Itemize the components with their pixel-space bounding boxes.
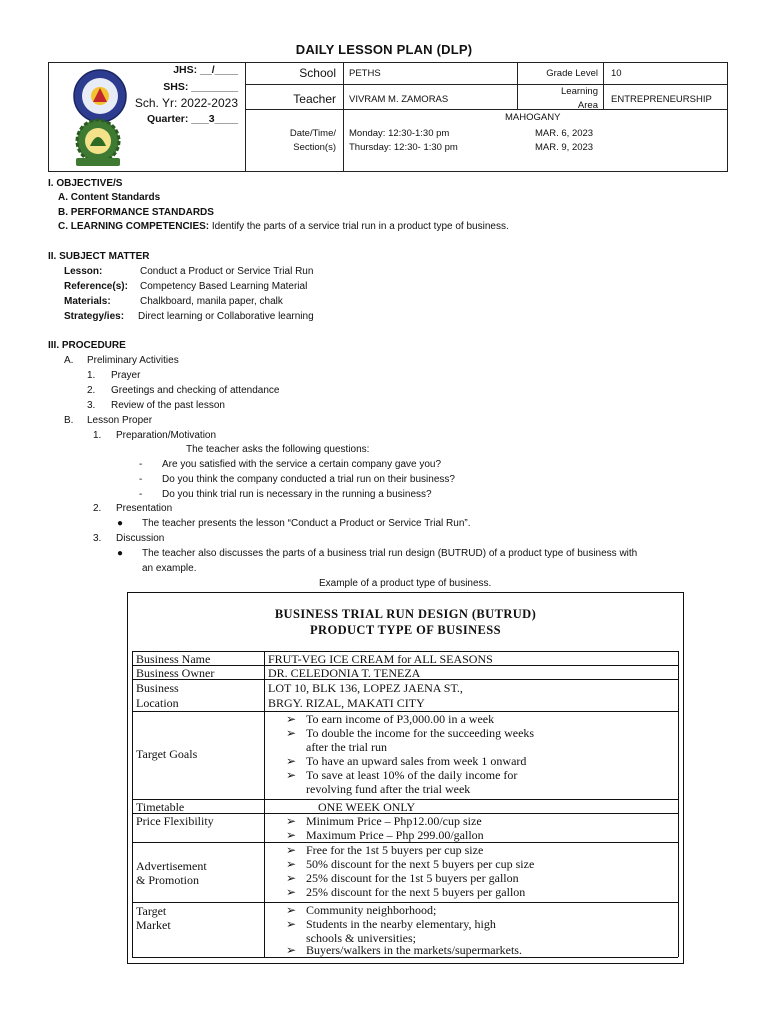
promo-item <box>286 885 525 900</box>
lesson-value: Conduct a Product or Service Trial Run <box>140 266 314 277</box>
datetime-label-1: Date/Time/ <box>289 128 336 139</box>
teacher-label: Teacher <box>293 92 336 106</box>
market-text: Community neighborhood; <box>306 903 437 917</box>
timetable-label: Timetable <box>136 800 185 814</box>
prelim-item-prayer: Prayer <box>111 370 141 381</box>
performance-standards: B. PERFORMANCE STANDARDS <box>58 207 214 218</box>
date-2: MAR. 9, 2023 <box>535 142 594 153</box>
arrow-bullet-icon: ➢ <box>286 871 297 885</box>
market-item <box>286 917 496 932</box>
arrow-bullet-icon: ➢ <box>286 943 297 957</box>
price-flexibility-label: Price Flexibility <box>136 814 214 828</box>
business-owner-value: DR. CELEDONIA T. TENEZA <box>268 666 421 680</box>
prelim-item: 1. <box>87 370 96 381</box>
question-dash: - <box>139 474 143 485</box>
school-gear-logo <box>66 118 130 168</box>
price-text: Minimum Price – Php12.00/cup size <box>306 814 482 828</box>
prelim-item: 2. <box>87 385 96 396</box>
subject-matter-heading: II. SUBJECT MATTER <box>48 251 150 262</box>
lesson-step: 1. <box>93 430 102 441</box>
promo-item <box>286 871 519 886</box>
timetable-value: ONE WEEK ONLY <box>318 800 416 814</box>
quarter-field: Quarter: ___3____ <box>146 113 238 125</box>
teacher-value: VIVRAM M. ZAMORAS <box>349 94 449 105</box>
goal-item <box>286 726 534 741</box>
business-name-label: Business Name <box>136 652 211 666</box>
goal-text: To save at least 10% of the daily income for <box>306 768 518 782</box>
promo-text: 50% discount for the next 5 buyers per cup size <box>306 857 535 871</box>
arrow-bullet-icon: ➢ <box>286 885 297 899</box>
preliminary-activities: Preliminary Activities <box>87 355 179 366</box>
promo-item <box>286 843 483 858</box>
butrud-table-image <box>127 592 684 964</box>
learning-area-label-1: Learning <box>561 86 598 97</box>
goal-item <box>286 768 517 783</box>
promo-text: 25% discount for the next 5 buyers per gallon <box>306 885 526 899</box>
prelim-item-greetings: Greetings and checking of attendance <box>111 385 280 396</box>
goal-text-continued: after the trial run <box>306 740 387 754</box>
business-location-value-1: LOT 10, BLK 136, LOPEZ JAENA ST., <box>268 681 463 695</box>
presentation: Presentation <box>116 503 173 514</box>
deped-seal-logo <box>72 68 128 124</box>
arrow-bullet-icon: ➢ <box>286 712 297 726</box>
discussion: Discussion <box>116 533 165 544</box>
business-owner-label: Business Owner <box>136 666 215 680</box>
advertisement-label-2: & Promotion <box>136 873 200 887</box>
market-item <box>286 943 522 958</box>
question-1: Are you satisfied with the service a certain company gave you? <box>162 459 442 470</box>
target-market-label-2: Market <box>136 918 171 932</box>
question-dash: - <box>139 459 143 470</box>
reference-label: Reference(s): <box>64 281 128 292</box>
arrow-bullet-icon: ➢ <box>286 726 297 740</box>
shs-field: SHS: ________ <box>163 81 238 93</box>
schedule-thursday: Thursday: 12:30- 1:30 pm <box>349 142 458 153</box>
discussion-text-2: an example. <box>142 563 197 574</box>
goal-item <box>286 712 494 727</box>
butrud-title-1: BUSINESS TRIAL RUN DESIGN (BUTRUD) <box>274 607 537 621</box>
section-name: MAHOGANY <box>505 112 561 123</box>
business-name-value: FRUT-VEG ICE CREAM for ALL SEASONS <box>268 652 493 666</box>
learning-competencies <box>58 221 509 233</box>
document-title: DAILY LESSON PLAN (DLP) <box>295 42 473 57</box>
promo-text: 25% discount for the 1st 5 buyers per gallon <box>306 871 519 885</box>
content-standards: A. Content Standards <box>58 192 161 203</box>
target-market-label-1: Target <box>136 904 167 918</box>
presentation-text: The teacher presents the lesson “Conduct a Product or Service Trial Run”. <box>142 518 471 529</box>
promo-item <box>286 857 534 872</box>
school-year: Sch. Yr: 2022-2023 <box>134 96 238 110</box>
arrow-bullet-icon: ➢ <box>286 857 297 871</box>
goal-text: To earn income of P3,000.00 in a week <box>306 712 495 726</box>
price-text: Maximum Price – Php 299.00/gallon <box>306 828 484 842</box>
discussion-text-1: The teacher also discusses the parts of a business trial run design (BUTRUD) of a product type of business with <box>142 548 638 559</box>
market-text: Students in the nearby elementary, high <box>306 917 496 931</box>
objectives-heading: I. OBJECTIVE/S <box>48 178 123 189</box>
question-2: Do you think the company conducted a trial run on their business? <box>162 474 455 485</box>
arrow-bullet-icon: ➢ <box>286 903 297 917</box>
lesson-label: Lesson: <box>64 266 103 277</box>
market-text: Buyers/walkers in the markets/supermarkets. <box>306 943 522 957</box>
target-goals-label: Target Goals <box>136 747 198 761</box>
school-label: School <box>299 66 336 80</box>
datetime-label-2: Section(s) <box>293 142 336 153</box>
lesson-proper: Lesson Proper <box>87 415 153 426</box>
business-location-label-1: Business <box>136 681 179 695</box>
step-a-number: A. <box>64 355 74 366</box>
lesson-step: 2. <box>93 503 102 514</box>
example-caption: Example of a product type of business. <box>319 578 492 589</box>
goal-text-continued: revolving fund after the trial week <box>306 782 471 796</box>
step-b-number: B. <box>64 415 74 426</box>
lesson-step: 3. <box>93 533 102 544</box>
goal-item <box>286 754 526 769</box>
learning-competencies-text: Identify the parts of a service trial run in a product type of business. <box>209 221 509 232</box>
arrow-bullet-icon: ➢ <box>286 814 297 828</box>
preparation-motivation: Preparation/Motivation <box>116 430 217 441</box>
advertisement-label-1: Advertisement <box>136 859 207 873</box>
date-1: MAR. 6, 2023 <box>535 128 594 139</box>
business-location-label-2: Location <box>136 696 179 710</box>
bullet-icon: ● <box>117 548 124 559</box>
market-item <box>286 903 436 918</box>
bullet-icon: ● <box>117 518 124 529</box>
business-location-value-2: BRGY. RIZAL, MAKATI CITY <box>268 696 425 710</box>
schedule-monday: Monday: 12:30-1:30 pm <box>349 128 450 139</box>
procedure-heading: III. PROCEDURE <box>48 340 126 351</box>
strategy-label: Strategy/ies: <box>64 311 125 322</box>
materials-label: Materials: <box>64 296 111 307</box>
grade-level-value: 10 <box>611 68 622 79</box>
questions-intro: The teacher asks the following questions: <box>186 444 370 455</box>
learning-area-label-2: Area <box>577 100 598 111</box>
question-dash: - <box>139 489 143 500</box>
butrud-title-2: PRODUCT TYPE OF BUSINESS <box>309 623 501 637</box>
arrow-bullet-icon: ➢ <box>286 843 297 857</box>
arrow-bullet-icon: ➢ <box>286 828 297 842</box>
arrow-bullet-icon: ➢ <box>286 917 297 931</box>
materials-value: Chalkboard, manila paper, chalk <box>140 296 283 307</box>
grade-level-label: Grade Level <box>546 68 598 79</box>
school-value: PETHS <box>349 68 381 79</box>
price-item <box>286 814 482 829</box>
prelim-item-review: Review of the past lesson <box>111 400 225 411</box>
price-item <box>286 828 484 843</box>
goal-text: To have an upward sales from week 1 onward <box>306 754 527 768</box>
strategy-value: Direct learning or Collaborative learning <box>138 311 314 322</box>
promo-text: Free for the 1st 5 buyers per cup size <box>306 843 484 857</box>
reference-value: Competency Based Learning Material <box>140 281 308 292</box>
arrow-bullet-icon: ➢ <box>286 768 297 782</box>
prelim-item: 3. <box>87 400 96 411</box>
learning-competencies-label: C. LEARNING COMPETENCIES: <box>58 221 210 232</box>
jhs-field: JHS: __/____ <box>173 64 238 76</box>
learning-area-value: ENTREPRENEURSHIP <box>611 94 712 105</box>
arrow-bullet-icon: ➢ <box>286 754 297 768</box>
market-text-continued: schools & universities; <box>306 931 416 945</box>
goal-text: To double the income for the succeeding weeks <box>306 726 535 740</box>
question-3: Do you think trial run is necessary in the running a business? <box>162 489 432 500</box>
